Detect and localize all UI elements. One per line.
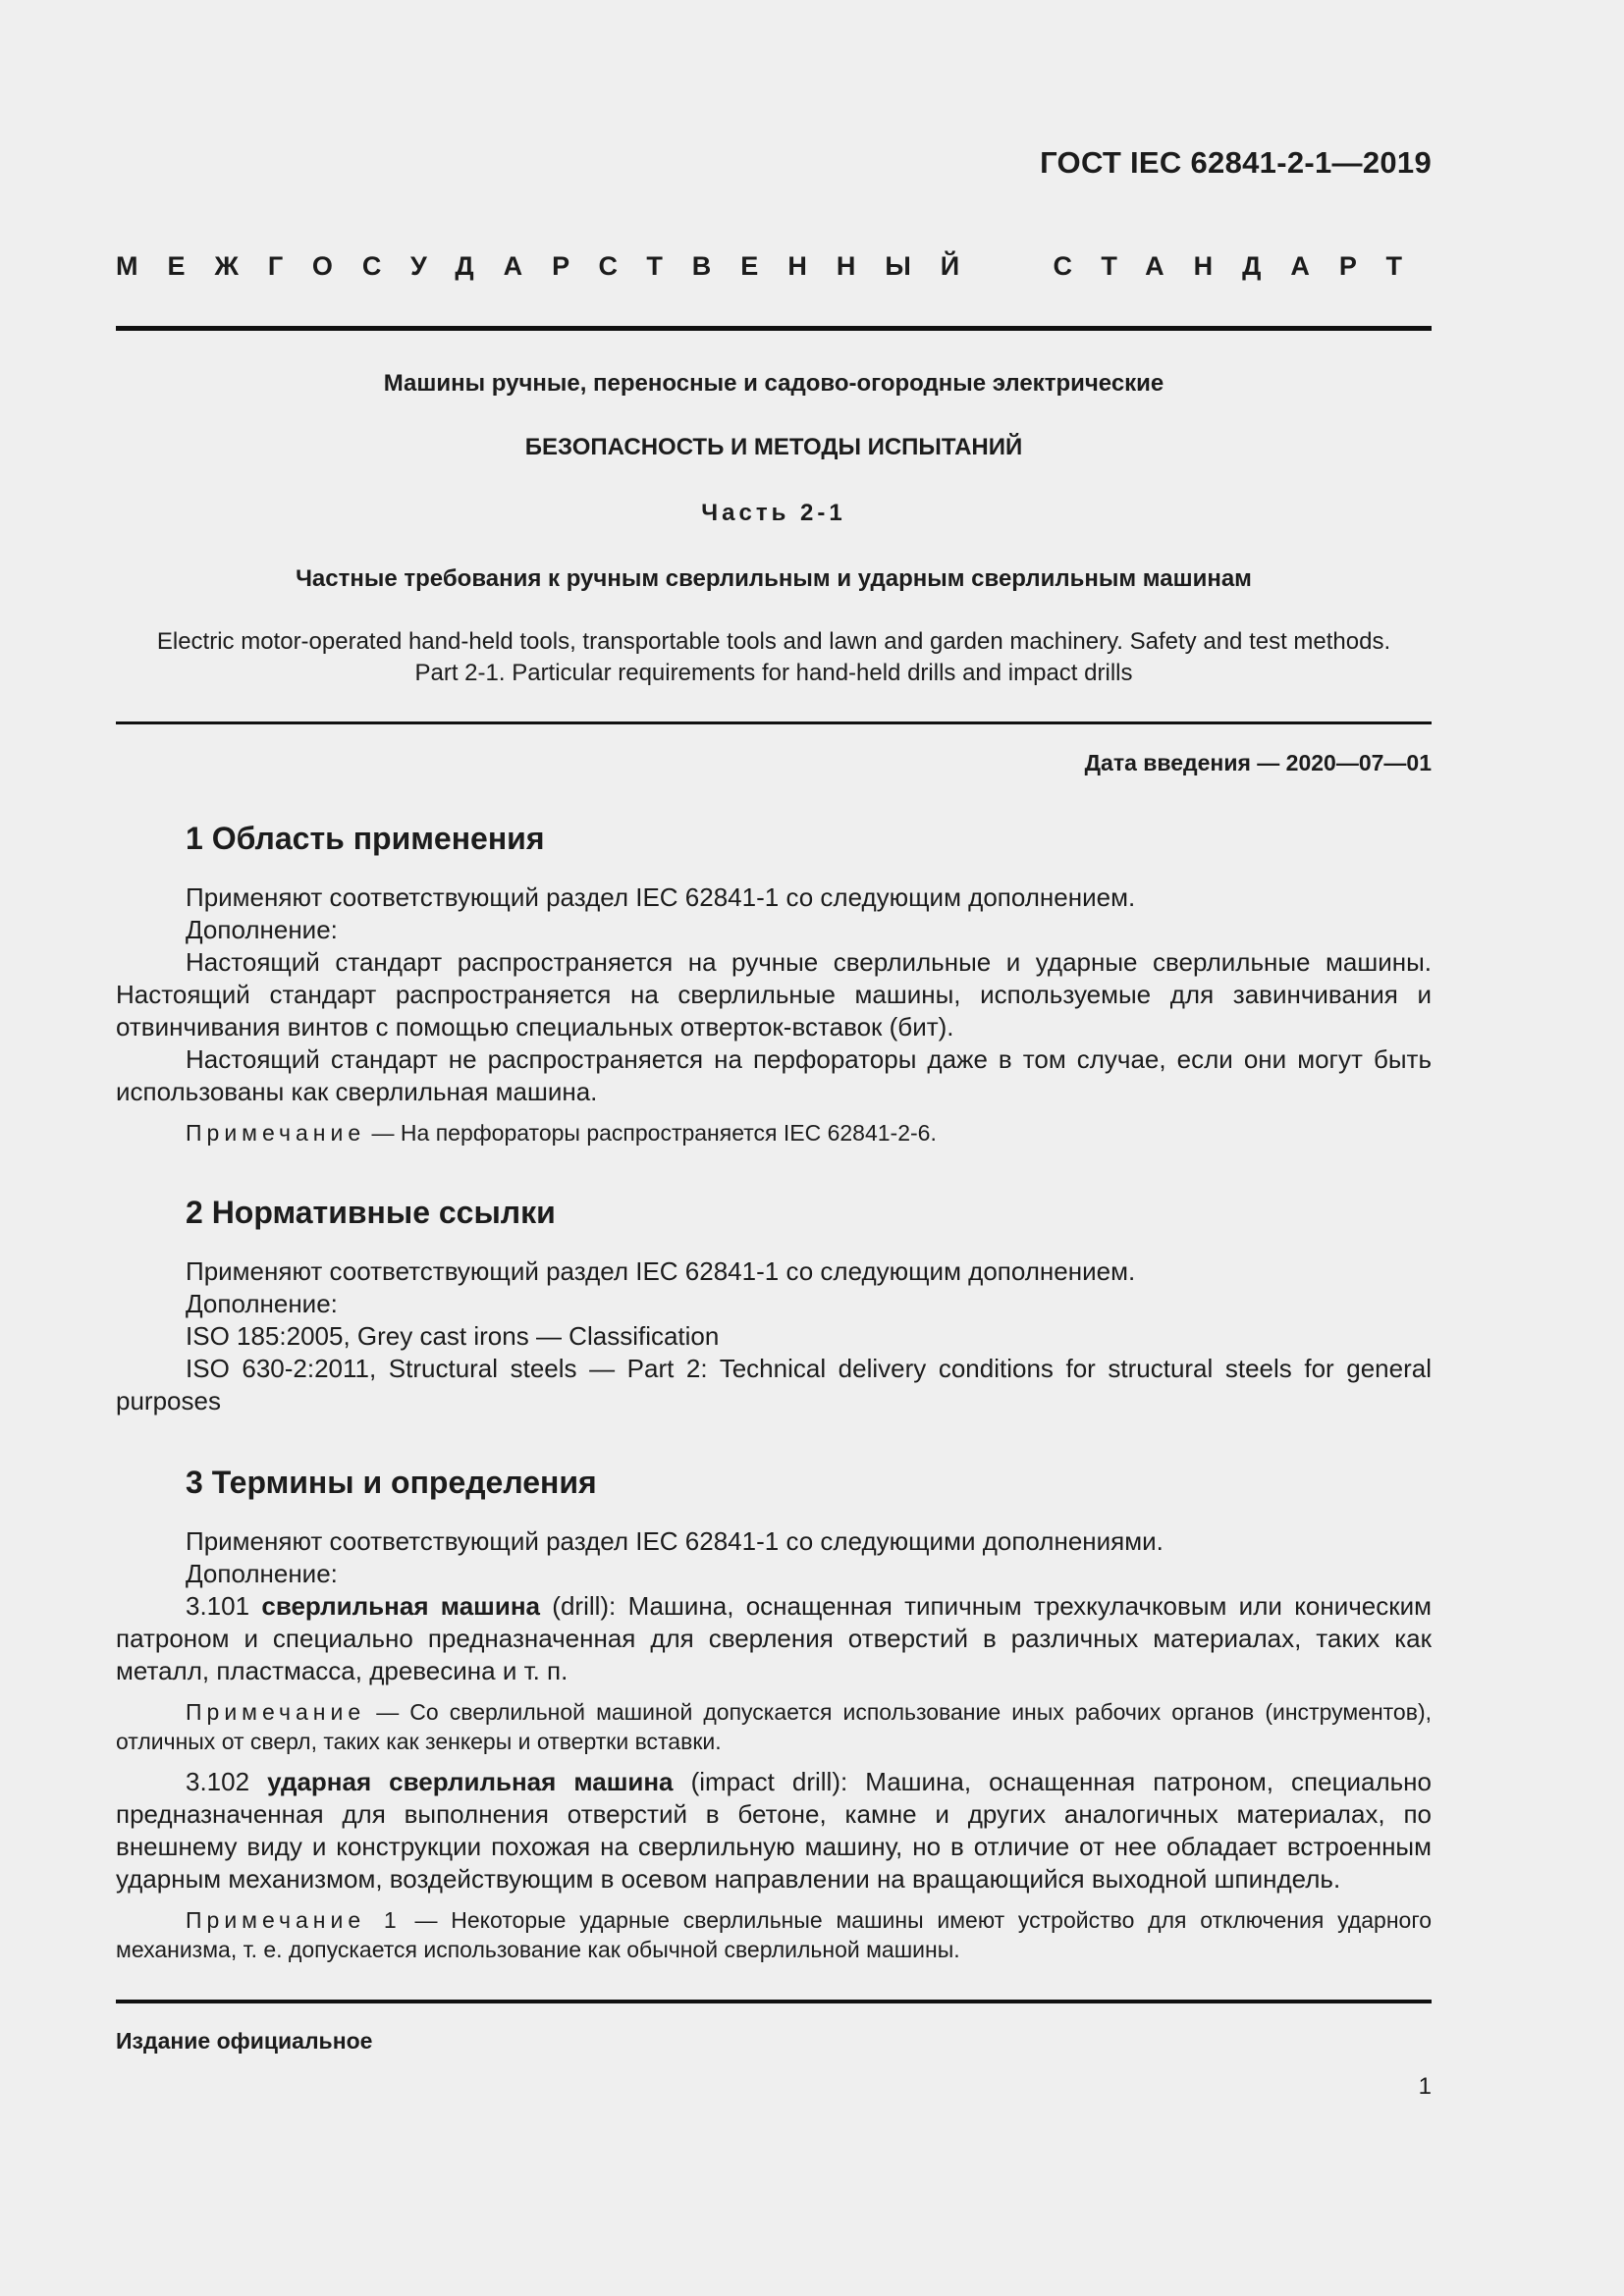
standard-word: СТАНДАРТ <box>1053 251 1432 281</box>
section-2-paragraph: ISO 630-2:2011, Structural steels — Part 2: Technical delivery conditions for structural steels for general purposes <box>116 1354 1432 1415</box>
section-1-paragraph: Применяют соответствующий раздел IEC 62841-1 со следующим дополнением. <box>186 882 1136 912</box>
section-3-paragraph: Дополнение: <box>186 1559 338 1588</box>
note-label: Примечание 1 <box>186 1907 402 1933</box>
term-3-102 <box>116 1766 1432 1896</box>
term-number: 3.101 <box>186 1591 262 1621</box>
section-1-note <box>116 1118 1432 1148</box>
section-3-heading: 3 Термины и определения <box>186 1465 597 1500</box>
note-text: — На перфораторы распространяется IEC 62841-2-6. <box>365 1120 937 1146</box>
section-1-heading: 1 Область применения <box>186 821 545 856</box>
title-english-line-2: Part 2-1. Particular requirements for hand-held drills and impact drills <box>414 660 1133 686</box>
note-text: — Со сверлильной машиной допускается использование иных рабочих органов (инструментов), отличных от сверл, таких как зенкеры и отвертки вставки. <box>116 1699 1432 1754</box>
document-body <box>116 817 1432 1964</box>
term-3-101-note <box>116 1697 1432 1756</box>
title-line-1: Машины ручные, переносные и садово-огородные электрические <box>383 370 1164 397</box>
note-label: Примечание <box>186 1699 366 1725</box>
title-line-3: Частные требования к ручным сверлильным и ударным сверлильным машинам <box>296 565 1252 592</box>
official-edition: Издание официальное <box>116 2028 373 2054</box>
term-gap <box>116 1756 1432 1766</box>
section-1-paragraph: Дополнение: <box>186 915 338 944</box>
term-number: 3.102 <box>186 1767 268 1796</box>
section-gap <box>116 1417 1432 1461</box>
term-definition: (drill): Машина, оснащенная типичным трехкулачковым или коническим патроном и специально предназначенная для сверления отверстий в различных материалах, таких как металл, пластмасса, древесина и т. п. <box>116 1591 1432 1685</box>
section-2-heading: 2 Нормативные ссылки <box>186 1195 556 1230</box>
page-number: 1 <box>1418 2073 1432 2100</box>
term-3-101 <box>116 1590 1432 1687</box>
introduction-date: Дата введения — 2020—07—01 <box>1084 750 1432 775</box>
section-1-paragraph: Настоящий стандарт распространяется на ручные сверлильные и ударные сверлильные машины. Настоящий стандарт распространяется на сверлильные машины, используемые для завинчивания и отвинчивания винтов с помощью специальных отверток-вставок (бит). <box>116 947 1432 1041</box>
standard-number: ГОСТ IEC 62841-2-1—2019 <box>1040 145 1432 180</box>
title-line-2: БЕЗОПАСНОСТЬ И МЕТОДЫ ИСПЫТАНИЙ <box>524 434 1023 460</box>
term-name: сверлильная машина <box>261 1591 540 1621</box>
title-rule <box>116 721 1432 724</box>
term-definition: (impact drill): Машина, оснащенная патроном, специально предназначенная для выполнения отверстий в бетоне, камне и других аналогичных материалах, по внешнему виду и конструкции похожая на сверлильную машину, но в отличие от нее обладает встроенным ударным механизмом, воздействующим в осевом направлении на вращающийся выходной шпиндель. <box>116 1767 1432 1894</box>
section-2-paragraph: Применяют соответствующий раздел IEC 62841-1 со следующим дополнением. <box>186 1256 1136 1286</box>
footer-rule <box>116 2000 1432 2003</box>
interstate-standard-heading <box>116 251 1432 282</box>
term-3-102-note <box>116 1905 1432 1964</box>
title-part: Часть 2-1 <box>701 500 846 526</box>
title-english <box>116 626 1432 689</box>
header-rule <box>116 326 1432 331</box>
section-1-paragraph: Настоящий стандарт не распространяется на перфораторы даже в том случае, если они могут быть использованы как сверлильная машина. <box>116 1044 1432 1106</box>
section-3-paragraph: Применяют соответствующий раздел IEC 62841-1 со следующими дополнениями. <box>186 1526 1164 1556</box>
note-label: Примечание <box>186 1120 366 1146</box>
title-english-line-1: Electric motor-operated hand-held tools, transportable tools and lawn and garden machinery. Safety and test methods. <box>156 628 1391 655</box>
interstate-word: МЕЖГОСУДАРСТВЕННЫЙ <box>116 251 990 281</box>
term-name: ударная сверлильная машина <box>267 1767 674 1796</box>
section-2-paragraph: ISO 185:2005, Grey cast irons — Classification <box>186 1321 720 1351</box>
section-2-paragraph: Дополнение: <box>186 1289 338 1318</box>
note-text: — Некоторые ударные сверлильные машины имеют устройство для отключения ударного механизма, т. е. допускается использование как обычной сверлильной машины. <box>116 1907 1432 1962</box>
section-gap <box>116 1148 1432 1191</box>
